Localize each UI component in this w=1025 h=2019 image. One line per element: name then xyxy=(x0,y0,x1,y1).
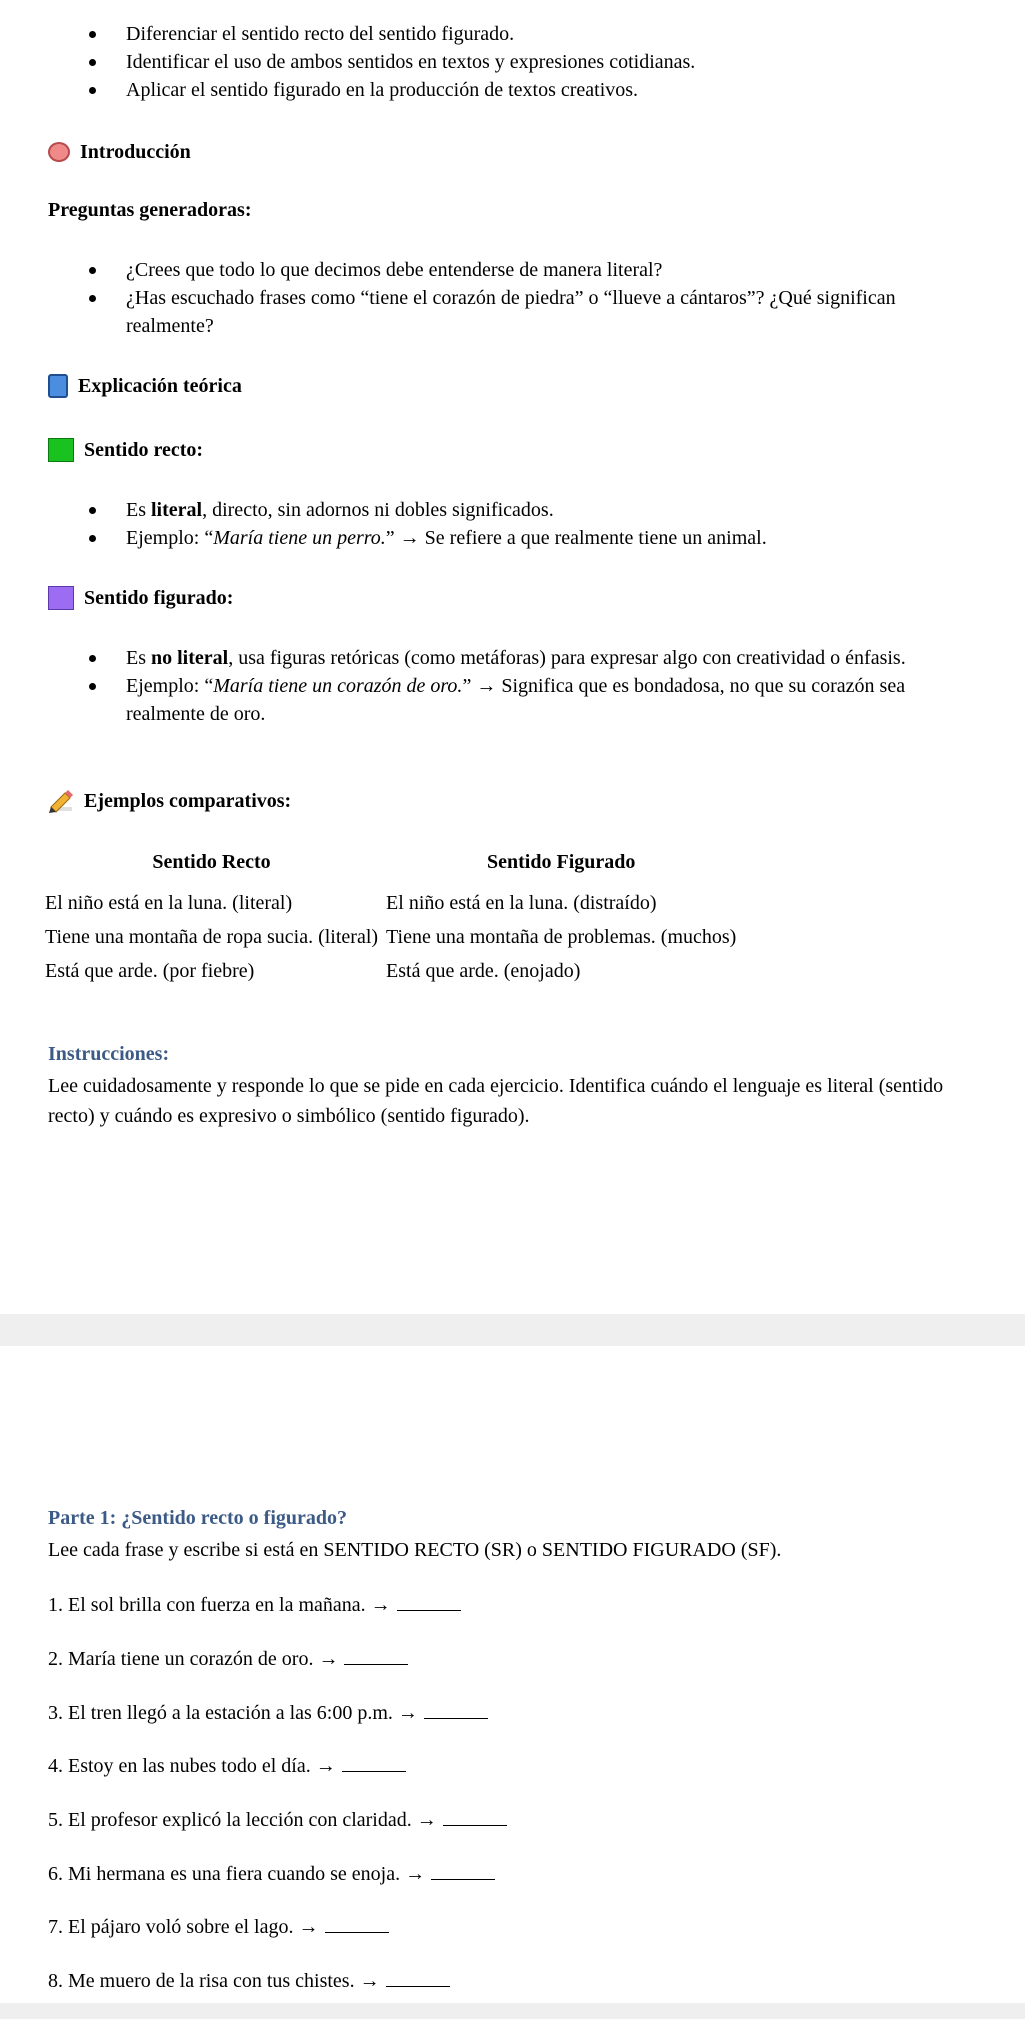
objective-item: Aplicar el sentido figurado en la producción de textos creativos. xyxy=(0,76,1025,104)
objective-item: Diferenciar el sentido recto del sentido figurado. xyxy=(0,20,1025,48)
intro-heading xyxy=(48,138,191,166)
answer-blank[interactable] xyxy=(342,1757,406,1772)
figurado-heading xyxy=(48,584,233,612)
comparison-title: Ejemplos comparativos: xyxy=(84,790,292,812)
comparison-table xyxy=(41,848,740,988)
recto-example: Ejemplo: “María tiene un perro.” → Se refiere a que realmente tiene un animal. xyxy=(0,524,1025,552)
answer-blank[interactable] xyxy=(431,1865,495,1880)
table-cell: Tiene una montaña de problemas. (muchos) xyxy=(386,926,737,948)
answer-blank[interactable] xyxy=(397,1596,461,1611)
answer-blank[interactable] xyxy=(443,1811,507,1826)
table-cell: El niño está en la luna. (literal) xyxy=(45,892,293,914)
recto-heading xyxy=(48,436,203,464)
figurado-example: Ejemplo: “María tiene un corazón de oro.” → Significa que es bondadosa, no que su corazón sea realmente de oro. xyxy=(0,672,1025,728)
exercise-item-5: 5. El profesor explicó la lección con claridad. → xyxy=(48,1806,507,1834)
part1-text: Lee cada frase y escribe si está en SENTIDO RECTO (SR) o SENTIDO FIGURADO (SF). xyxy=(48,1539,782,1561)
exercise-item-1: 1. El sol brilla con fuerza en la mañana. → xyxy=(48,1591,461,1619)
exercise-item-3: 3. El tren llegó a la estación a las 6:00 p.m. → xyxy=(48,1699,488,1727)
instructions-text: Lee cuidadosamente y responde lo que se pide en cada ejercicio. Identifica cuándo el lenguaje es literal (sentido recto) y cuándo es expresivo o simbólico (sentido figurado). xyxy=(48,1075,944,1127)
answer-blank[interactable] xyxy=(386,1972,450,1987)
part1-title: Parte 1: ¿Sentido recto o figurado? xyxy=(48,1507,348,1529)
theory-heading xyxy=(48,372,242,400)
recto-title: Sentido recto: xyxy=(84,439,204,461)
intro-title: Introducción xyxy=(80,141,191,163)
table-header-row xyxy=(41,848,740,886)
table-row xyxy=(41,886,740,920)
header-sentido-figurado: Sentido Figurado xyxy=(487,851,636,873)
answer-blank[interactable] xyxy=(344,1650,408,1665)
answer-blank[interactable] xyxy=(325,1918,389,1933)
recto-list xyxy=(0,496,1025,552)
instructions-title: Instrucciones: xyxy=(48,1043,170,1065)
answer-blank[interactable] xyxy=(424,1704,488,1719)
theory-title: Explicación teórica xyxy=(78,375,242,397)
exercise-item-8: 8. Me muero de la risa con tus chistes. → xyxy=(48,1967,450,1995)
book-icon xyxy=(48,374,68,398)
table-cell: Tiene una montaña de ropa sucia. (literal) xyxy=(45,926,379,948)
figurado-title: Sentido figurado: xyxy=(84,587,234,609)
exercise-item-6: 6. Mi hermana es una fiera cuando se enoja. → xyxy=(48,1860,495,1888)
questions-title: Preguntas generadoras: xyxy=(48,199,252,221)
recto-definition: Es literal, directo, sin adornos ni dobles significados. xyxy=(0,496,1025,524)
table-cell: Está que arde. (enojado) xyxy=(386,960,581,982)
pencil-icon xyxy=(48,789,74,813)
exercise-item-7: 7. El pájaro voló sobre el lago. → xyxy=(48,1913,389,1941)
exercise-item-2: 2. María tiene un corazón de oro. → xyxy=(48,1645,408,1673)
questions-list xyxy=(0,256,1025,340)
bottom-band xyxy=(0,2003,1025,2019)
exercise-item-4: 4. Estoy en las nubes todo el día. → xyxy=(48,1752,406,1780)
page-break xyxy=(0,1314,1025,1346)
comparison-heading xyxy=(48,787,291,815)
question-item: ¿Crees que todo lo que decimos debe entenderse de manera literal? xyxy=(0,256,1025,284)
header-sentido-recto: Sentido Recto xyxy=(152,851,271,873)
brain-icon xyxy=(48,142,70,162)
table-cell: Está que arde. (por fiebre) xyxy=(45,960,255,982)
table-row xyxy=(41,920,740,954)
table-cell: El niño está en la luna. (distraído) xyxy=(386,892,657,914)
objective-item: Identificar el uso de ambos sentidos en textos y expresiones cotidianas. xyxy=(0,48,1025,76)
table-row xyxy=(41,954,740,988)
purple-square-icon xyxy=(48,586,74,610)
figurado-definition: Es no literal, usa figuras retóricas (como metáforas) para expresar algo con creatividad o énfasis. xyxy=(0,644,1025,672)
objectives-list xyxy=(0,20,1025,104)
figurado-list xyxy=(0,644,1025,728)
green-square-icon xyxy=(48,438,74,462)
question-item: ¿Has escuchado frases como “tiene el corazón de piedra” o “llueve a cántaros”? ¿Qué significan realmente? xyxy=(0,284,1025,340)
